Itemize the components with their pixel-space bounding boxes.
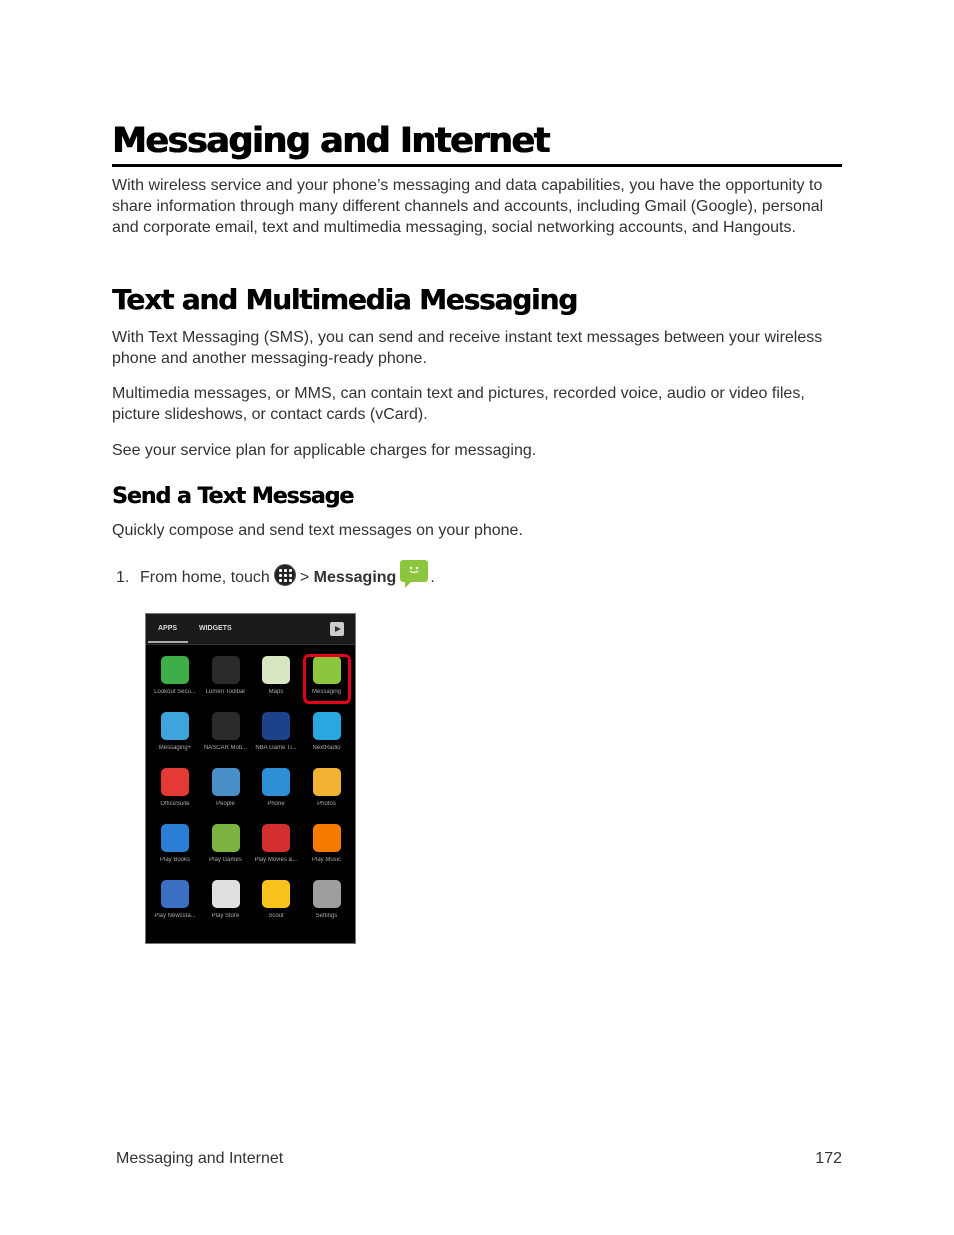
lookout-icon: [161, 656, 189, 684]
app-label: Play Movies &...: [254, 857, 298, 863]
photos-icon: [313, 768, 341, 796]
app-play-music[interactable]: [302, 820, 352, 876]
app-settings[interactable]: [302, 876, 352, 932]
officesuite-icon: [161, 768, 189, 796]
settings-icon: [313, 880, 341, 908]
title-rule: [112, 164, 842, 167]
app-photos[interactable]: [302, 764, 352, 820]
messaging-highlight: [303, 654, 351, 704]
app-label: Lookout Secu...: [154, 689, 196, 695]
app-label: Settings: [315, 913, 338, 919]
step-prefix: From home, touch: [140, 569, 270, 586]
app-label: Lumen Toolbar: [205, 689, 246, 695]
mms-paragraph: Multimedia messages, or MMS, can contain text and pictures, recorded voice, audio or video files, picture slideshows, or contact cards (vCard).: [112, 385, 805, 423]
step-1: [116, 560, 816, 596]
lumen-icon: [212, 656, 240, 684]
people-icon: [212, 768, 240, 796]
app-lumen[interactable]: [201, 652, 251, 708]
tab-bar: [146, 614, 355, 645]
app-phone[interactable]: [251, 764, 301, 820]
step-separator: >: [299, 569, 310, 586]
app-messaging-plus[interactable]: [150, 708, 200, 764]
phone-icon: [262, 768, 290, 796]
step-number: 1.: [116, 569, 130, 586]
play-music-icon: [313, 824, 341, 852]
messaging-plus-icon: [161, 712, 189, 740]
scout-icon: [262, 880, 290, 908]
app-label: Play Games: [209, 857, 242, 863]
app-people[interactable]: [201, 764, 251, 820]
app-nextradio[interactable]: [302, 708, 352, 764]
play-games-icon: [212, 824, 240, 852]
intro-paragraph: With wireless service and your phone’s messaging and data capabilities, you have the opportunity to share information through many different channels and accounts, including Gmail (Google), personal and corporate email, text and multimedia messaging, social networking accounts, and Hangouts.: [112, 177, 824, 236]
app-officesuite[interactable]: [150, 764, 200, 820]
app-label: People: [216, 801, 235, 807]
app-scout[interactable]: [251, 876, 301, 932]
app-label: Maps: [268, 689, 284, 695]
apps-icon: [274, 564, 296, 586]
app-play-newsstand[interactable]: [150, 876, 200, 932]
play-newsstand-icon: [161, 880, 189, 908]
tab-widgets[interactable]: WIDGETS: [199, 625, 232, 632]
section-heading: Text and Multimedia Messaging: [112, 283, 577, 316]
app-play-movies[interactable]: [251, 820, 301, 876]
play-movies-icon: [262, 824, 290, 852]
play-books-icon: [161, 824, 189, 852]
play-store-icon: [212, 880, 240, 908]
page-number: 172: [815, 1150, 842, 1167]
nascar-icon: [212, 712, 240, 740]
app-label: Scout: [268, 913, 284, 919]
app-label: Phone: [267, 801, 285, 807]
nba-icon: [262, 712, 290, 740]
page-title: Messaging and Internet: [112, 121, 549, 161]
plan-paragraph: See your service plan for applicable charges for messaging.: [112, 442, 537, 459]
app-drawer-screenshot: [145, 613, 356, 944]
sms-paragraph: With Text Messaging (SMS), you can send and receive instant text messages between your wireless phone and another messaging-ready phone.: [112, 329, 823, 367]
step-suffix: .: [430, 569, 435, 586]
compose-paragraph: Quickly compose and send text messages on your phone.: [112, 522, 523, 539]
nextradio-icon: [313, 712, 341, 740]
maps-icon: [262, 656, 290, 684]
app-nascar[interactable]: [201, 708, 251, 764]
subsection-heading: Send a Text Message: [112, 484, 354, 509]
app-label: OfficeSuite: [160, 801, 190, 807]
app-label: Play Newssta...: [154, 913, 196, 919]
messaging-icon: [400, 560, 428, 582]
app-label: NextRadio: [312, 745, 341, 751]
app-label: Play Store: [211, 913, 240, 919]
app-maps[interactable]: [251, 652, 301, 708]
app-label: Photos: [317, 801, 336, 807]
app-label: Play Books: [159, 857, 190, 863]
app-lookout[interactable]: [150, 652, 200, 708]
app-play-games[interactable]: [201, 820, 251, 876]
app-nba[interactable]: [251, 708, 301, 764]
app-label: Play Music: [311, 857, 341, 863]
app-label: Messaging+: [158, 745, 192, 751]
tab-indicator: [148, 641, 188, 643]
tab-apps[interactable]: APPS: [158, 625, 178, 632]
step-target: Messaging: [313, 569, 397, 586]
app-label: Messaging: [311, 689, 341, 695]
app-label: NBA Game Ti...: [255, 745, 297, 751]
app-label: NASCAR Mob...: [203, 745, 248, 751]
footer-section: Messaging and Internet: [116, 1150, 284, 1167]
app-play-store[interactable]: [201, 876, 251, 932]
play-store-shortcut-icon[interactable]: [330, 622, 344, 636]
app-play-books[interactable]: [150, 820, 200, 876]
